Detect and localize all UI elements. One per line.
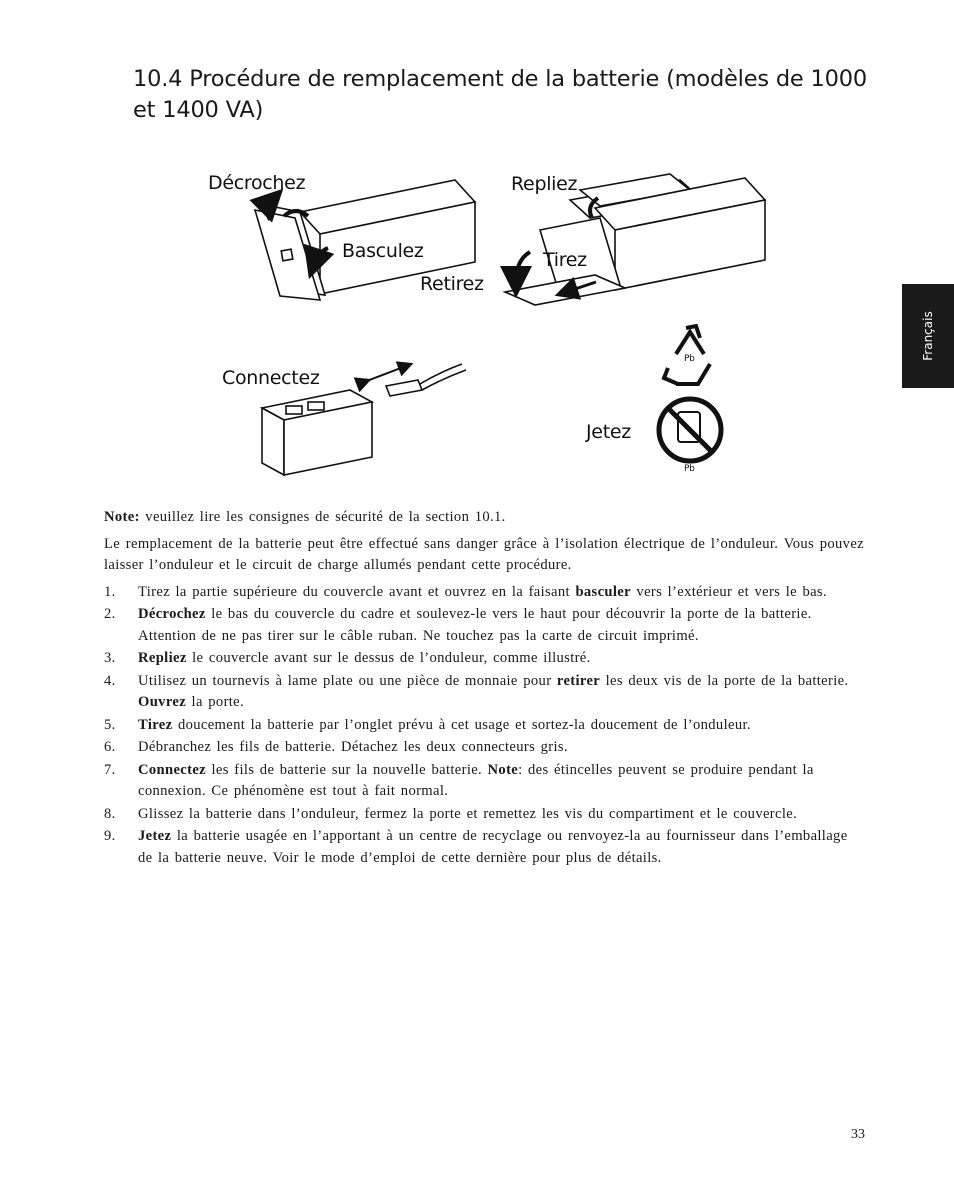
label-pb-bin: Pb <box>684 464 695 474</box>
step-item: 5. Tirez doucement la batterie par l’onglet prévu à cet usage et sortez-la doucement de l’onduleur. <box>104 716 751 733</box>
language-tab <box>902 284 954 388</box>
note-paragraph <box>104 507 864 529</box>
label-decrochez: Décrochez <box>208 172 306 194</box>
illustration-drawing <box>200 160 780 490</box>
label-connectez: Connectez <box>222 367 320 389</box>
no-trash-bin-icon <box>659 399 721 461</box>
step-item: 7. Connectez les fils de batterie sur la nouvelle batterie. Note: des étincelles peuvent se produire pendant la connexion. Ce phénomène est tout à fait normal. <box>104 761 814 799</box>
connect-arrow-icon <box>364 366 406 382</box>
step-item: 3. Repliez le couvercle avant sur le dessus de l’onduleur, comme illustré. <box>104 650 591 666</box>
step-item: 9. Jetez la batterie usagée en l’apportant à un centre de recyclage ou renvoyez-la au fournisseur dans l’emballage de la batterie neuve. Voir le mode d’emploi de cette dernière pour plus de détails. <box>104 828 848 866</box>
pull-down-arrow-icon <box>516 252 530 282</box>
language-tab-label: Français <box>921 311 935 361</box>
label-basculez: Basculez <box>342 240 424 262</box>
battery-replacement-illustration <box>200 160 780 490</box>
label-jetez: Jetez <box>586 421 631 443</box>
step-item: 1. Tirez la partie supérieure du couvercle avant et ouvrez en la faisant basculer vers l’extérieur et vers le bas. <box>104 583 827 600</box>
section-title: 10.4 Procédure de remplacement de la batterie (modèles de 1000 et 1400 VA) <box>133 66 867 123</box>
step-item: 2. Décrochez le bas du couvercle du cadre et soulevez-le vers le haut pour découvrir la porte de la batterie. Attention de ne pas tirer sur le câble ruban. Ne touchez pas la carte de circuit imprimé. <box>104 606 812 644</box>
steps-list <box>104 582 864 870</box>
note-label: Note: <box>104 509 140 525</box>
battery-block <box>262 390 372 475</box>
label-tirez: Tirez <box>543 249 587 271</box>
intro-paragraph: Le remplacement de la batterie peut être effectué sans danger grâce à l’isolation électrique de l’onduleur. Vous pouvez laisser l’onduleur et le circuit de charge allumés pendant cette procédure. <box>104 535 864 573</box>
step-item: 4. Utilisez un tournevis à lame plate ou une pièce de monnaie pour retirer les deux vis de la porte de la batterie. Ouvrez la porte. <box>104 672 849 710</box>
page-number: 33 <box>851 1127 865 1142</box>
label-repliez: Repliez <box>511 173 578 195</box>
step-item: 8. Glissez la batterie dans l’onduleur, fermez la porte et remettez les vis du compartiment et le couvercle. <box>104 805 798 822</box>
label-pb-recycle: Pb <box>684 354 695 364</box>
label-retirez: Retirez <box>420 273 484 295</box>
note-text: veuillez lire les consignes de sécurité de la section 10.1. <box>139 509 506 525</box>
step-item: 6. Débranchez les fils de batterie. Détachez les deux connecteurs gris. <box>104 739 568 755</box>
procedure-text <box>104 507 864 870</box>
